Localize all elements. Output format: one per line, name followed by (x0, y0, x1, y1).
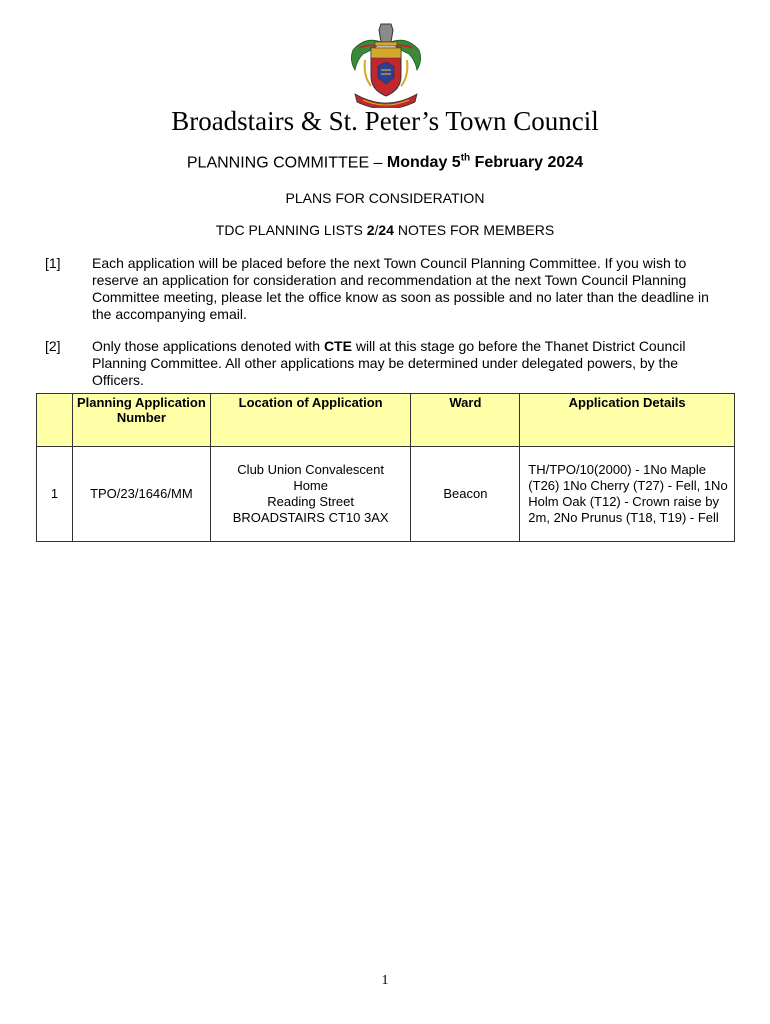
committee-prefix: PLANNING COMMITTEE – (186, 154, 387, 172)
location-line: Home (293, 478, 328, 493)
meeting-day: Monday 5 (386, 154, 461, 172)
table-header-row (37, 394, 735, 447)
table-row (37, 447, 735, 542)
tdc-sep: / (374, 222, 379, 238)
application-details: TH/TPO/10(2000) - 1No Maple (T26) 1No Cherry (T27) - Fell, 1No Holm Oak (T12) - Crown raise by 2m, 2No Prunus (T18, T19) - Fell (520, 447, 735, 542)
note-text: Each application will be placed before the next Town Council Planning Committee. If you wish to reserve an application for consideration and recommendation at the next Town Council Planning Committee meeting, please let the office know as soon as possible and no later than the deadline in the accompanying email. (92, 255, 709, 322)
row-index: 1 (37, 447, 73, 542)
applications-table (36, 393, 735, 542)
header-ward: Ward (411, 394, 520, 447)
application-ward: Beacon (411, 447, 520, 542)
header-application-number: Planning Application Number (72, 394, 210, 447)
location-line: Reading Street (267, 494, 355, 509)
tdc-list-b: 24 (378, 222, 394, 238)
note-text-after: will at this stage go before the Thanet District Council Planning Committee. All other applications may be determined under delegated powers, by the Officers. (92, 338, 686, 388)
page-number: 1 (381, 973, 389, 988)
tdc-lists-heading (0, 222, 770, 238)
note-text (92, 338, 725, 389)
location-line: BROADSTAIRS CT10 3AX (232, 510, 389, 525)
committee-heading (0, 153, 770, 172)
meeting-month-year: February 2024 (470, 154, 584, 172)
header-location: Location of Application (210, 394, 411, 447)
application-location (210, 447, 411, 542)
location-line: Club Union Convalescent (237, 462, 384, 477)
header-details: Application Details (520, 394, 735, 447)
tdc-list-a: 2 (366, 222, 375, 238)
council-crest-logo (345, 20, 427, 108)
note-number: [2] (45, 338, 61, 354)
note-text-before: Only those applications denoted with (92, 338, 324, 354)
header-index (37, 394, 73, 447)
note-number: [1] (45, 255, 61, 271)
tdc-suffix: NOTES FOR MEMBERS (393, 222, 555, 238)
council-title: Broadstairs & St. Peter’s Town Council (171, 106, 599, 136)
tdc-prefix: TDC PLANNING LISTS (215, 222, 367, 238)
plans-heading: PLANS FOR CONSIDERATION (285, 190, 485, 206)
meeting-day-suffix: th (460, 153, 471, 164)
note-2 (45, 338, 725, 389)
application-number: TPO/23/1646/MM (72, 447, 210, 542)
note-1 (45, 255, 725, 323)
cte-keyword: CTE (323, 338, 352, 354)
